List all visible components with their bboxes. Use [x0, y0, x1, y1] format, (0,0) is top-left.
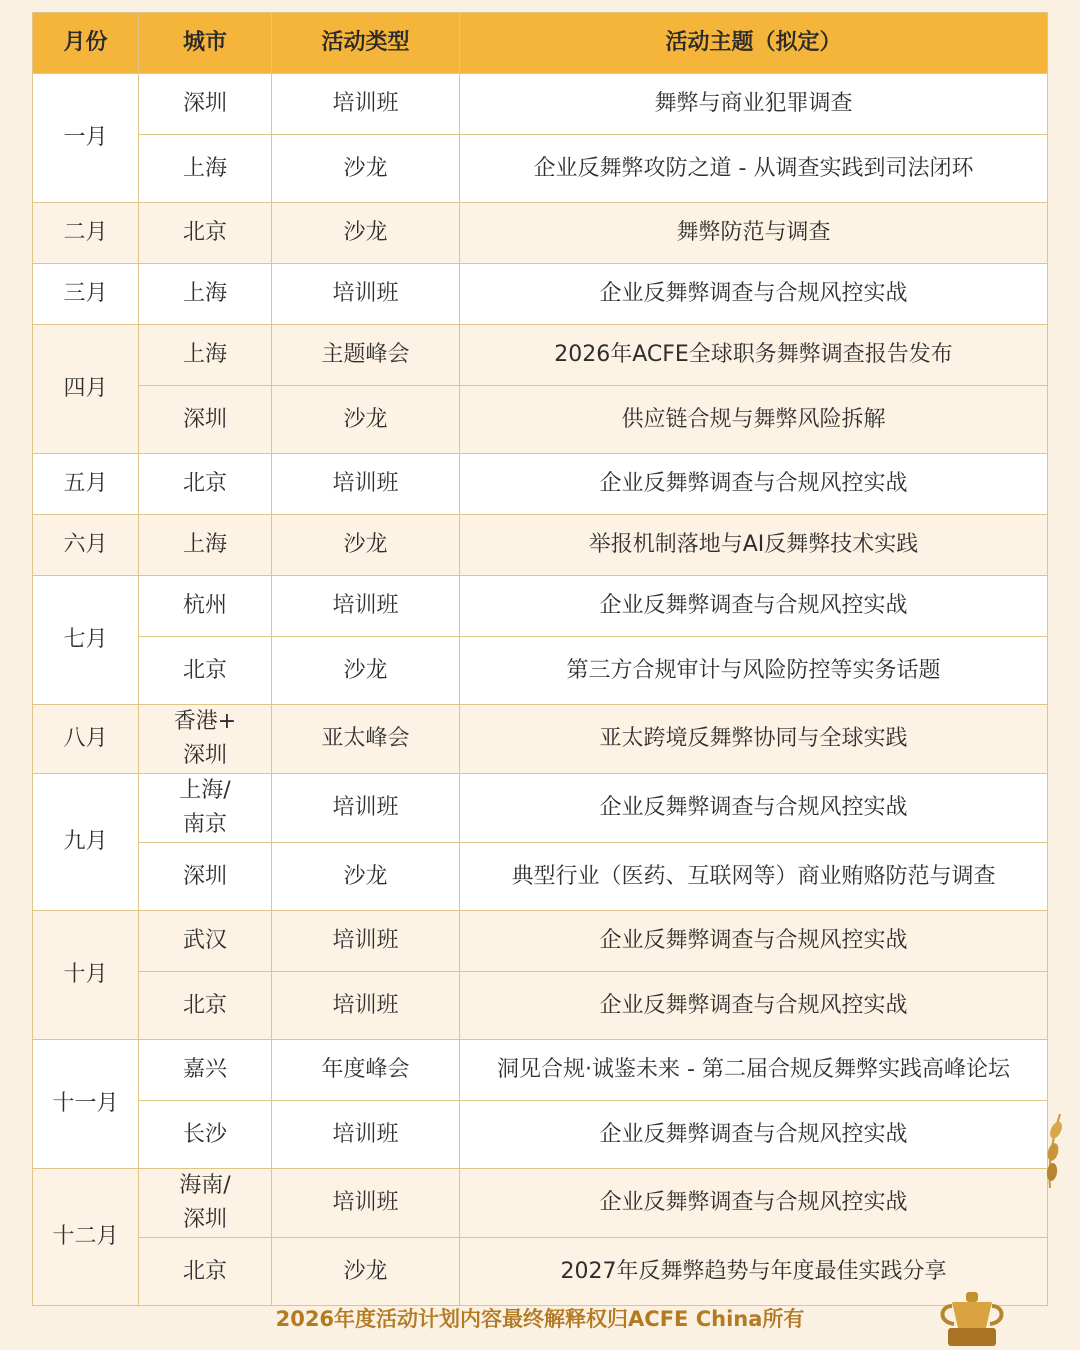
type-cell: 培训班 [272, 1101, 460, 1169]
footer-note: 2026年度活动计划内容最终解释权归ACFE China所有 [275, 1307, 805, 1331]
city-cell: 上海 [139, 135, 272, 203]
topic-cell: 亚太跨境反舞弊协同与全球实践 [460, 705, 1048, 774]
laurel-leaf-icon [1046, 1110, 1066, 1190]
type-cell: 主题峰会 [272, 325, 460, 386]
month-cell: 十二月 [33, 1169, 139, 1306]
table-row [33, 1238, 1048, 1306]
table-row [33, 454, 1048, 515]
topic-cell: 企业反舞弊调查与合规风控实战 [460, 264, 1048, 325]
month-cell: 十月 [33, 911, 139, 1040]
header-city: 城市 [139, 13, 272, 74]
header-type: 活动类型 [272, 13, 460, 74]
type-cell: 年度峰会 [272, 1040, 460, 1101]
type-cell: 沙龙 [272, 515, 460, 576]
month-cell: 六月 [33, 515, 139, 576]
type-cell: 培训班 [272, 74, 460, 135]
table-row [33, 972, 1048, 1040]
table-row [33, 386, 1048, 454]
topic-cell: 企业反舞弊调查与合规风控实战 [460, 774, 1048, 843]
type-cell: 培训班 [272, 264, 460, 325]
topic-cell: 供应链合规与舞弊风险拆解 [460, 386, 1048, 454]
table-row [33, 576, 1048, 637]
city-cell: 杭州 [139, 576, 272, 637]
type-cell: 沙龙 [272, 843, 460, 911]
header-month: 月份 [33, 13, 139, 74]
month-cell: 八月 [33, 705, 139, 774]
type-cell: 培训班 [272, 911, 460, 972]
city-cell: 上海 [139, 325, 272, 386]
type-cell: 亚太峰会 [272, 705, 460, 774]
topic-cell: 舞弊与商业犯罪调查 [460, 74, 1048, 135]
type-cell: 培训班 [272, 774, 460, 843]
city-cell: 深圳 [139, 843, 272, 911]
table-row [33, 74, 1048, 135]
type-cell: 沙龙 [272, 386, 460, 454]
city-cell: 上海 [139, 515, 272, 576]
topic-cell: 企业反舞弊攻防之道 - 从调查实践到司法闭环 [460, 135, 1048, 203]
type-cell: 培训班 [272, 1169, 460, 1238]
month-cell: 九月 [33, 774, 139, 911]
type-cell: 培训班 [272, 972, 460, 1040]
table-row [33, 911, 1048, 972]
month-cell: 一月 [33, 74, 139, 203]
table-body [33, 74, 1048, 1306]
city-cell: 深圳 [139, 386, 272, 454]
city-cell: 深圳 [139, 74, 272, 135]
month-cell: 七月 [33, 576, 139, 705]
month-cell: 三月 [33, 264, 139, 325]
type-cell: 培训班 [272, 454, 460, 515]
table-row [33, 135, 1048, 203]
city-cell: 上海 [139, 264, 272, 325]
type-cell: 沙龙 [272, 135, 460, 203]
city-cell: 海南/ 深圳 [139, 1169, 272, 1238]
type-cell: 沙龙 [272, 637, 460, 705]
table-row [33, 1101, 1048, 1169]
topic-cell: 企业反舞弊调查与合规风控实战 [460, 911, 1048, 972]
month-cell: 五月 [33, 454, 139, 515]
activity-schedule-table [32, 12, 1048, 1306]
month-cell: 四月 [33, 325, 139, 454]
topic-cell: 举报机制落地与AI反舞弊技术实践 [460, 515, 1048, 576]
type-cell: 培训班 [272, 576, 460, 637]
type-cell: 沙龙 [272, 203, 460, 264]
city-cell: 北京 [139, 203, 272, 264]
table-row [33, 1040, 1048, 1101]
topic-cell: 洞见合规·诚鉴未来 - 第二届合规反舞弊实践高峰论坛 [460, 1040, 1048, 1101]
topic-cell: 2026年ACFE全球职务舞弊调查报告发布 [460, 325, 1048, 386]
city-cell: 北京 [139, 637, 272, 705]
table-row [33, 705, 1048, 774]
topic-cell: 舞弊防范与调查 [460, 203, 1048, 264]
table-row [33, 843, 1048, 911]
schedule-wrapper [32, 12, 1048, 1306]
city-cell: 武汉 [139, 911, 272, 972]
topic-cell: 2027年反舞弊趋势与年度最佳实践分享 [460, 1238, 1048, 1306]
table-row [33, 325, 1048, 386]
table-row [33, 264, 1048, 325]
topic-cell: 企业反舞弊调查与合规风控实战 [460, 454, 1048, 515]
topic-cell: 企业反舞弊调查与合规风控实战 [460, 972, 1048, 1040]
header-topic: 活动主题（拟定） [460, 13, 1048, 74]
city-cell: 香港+ 深圳 [139, 705, 272, 774]
table-row [33, 637, 1048, 705]
month-cell: 十一月 [33, 1040, 139, 1169]
table-row [33, 515, 1048, 576]
city-cell: 长沙 [139, 1101, 272, 1169]
topic-cell: 第三方合规审计与风险防控等实务话题 [460, 637, 1048, 705]
topic-cell: 企业反舞弊调查与合规风控实战 [460, 1169, 1048, 1238]
city-cell: 上海/ 南京 [139, 774, 272, 843]
type-cell: 沙龙 [272, 1238, 460, 1306]
topic-cell: 企业反舞弊调查与合规风控实战 [460, 1101, 1048, 1169]
city-cell: 北京 [139, 1238, 272, 1306]
table-row [33, 1169, 1048, 1238]
month-cell: 二月 [33, 203, 139, 264]
topic-cell: 企业反舞弊调查与合规风控实战 [460, 576, 1048, 637]
table-header-row [33, 13, 1048, 74]
city-cell: 北京 [139, 972, 272, 1040]
city-cell: 北京 [139, 454, 272, 515]
city-cell: 嘉兴 [139, 1040, 272, 1101]
table-row [33, 774, 1048, 843]
table-row [33, 203, 1048, 264]
topic-cell: 典型行业（医药、互联网等）商业贿赂防范与调查 [460, 843, 1048, 911]
